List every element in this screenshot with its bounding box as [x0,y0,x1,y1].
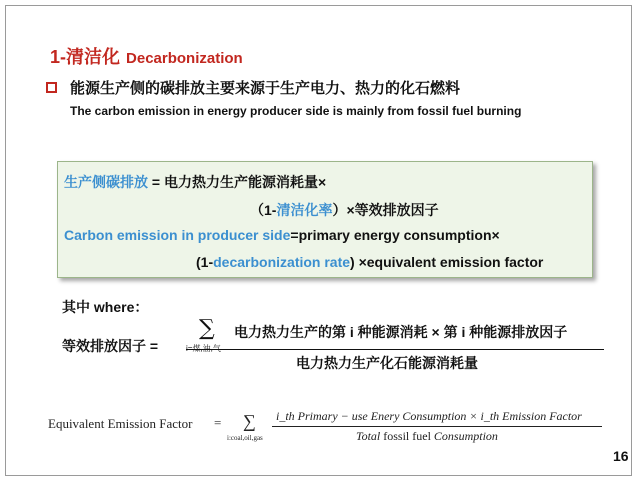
decarbonization-rate-cn: 清洁化率 [276,202,333,218]
bullet-text-en: The carbon emission in energy producer side is mainly from fossil fuel burning [70,104,522,118]
formula-line-3 [64,227,500,243]
producer-emission-term-en: Carbon emission in producer side [64,227,291,243]
en-formula-numerator: i_th Primary − use Enery Consumption × i_th Emission Factor [276,409,582,423]
page-number: 16 [613,448,629,464]
en-sigma-icon: ∑ [243,411,256,431]
decarbonization-rate-en: decarbonization rate [213,254,351,270]
slide-title-en: Decarbonization [126,50,243,67]
where-label: 其中 where： [62,299,149,315]
en-sigma-subscript: i:coal,oil,gas [227,434,263,442]
formula-line-3-rest: =primary energy consumption× [290,227,500,243]
en-denominator-fossil: fossil fuel [380,429,434,443]
cn-formula-numerator: 电力热力生产的第 i 种能源消耗 × 第 i 种能源排放因子 [234,324,568,340]
en-formula-label: Equivalent Emission Factor [48,416,193,431]
cn-formula-denominator: 电力热力生产化石能源消耗量 [296,355,478,371]
cn-fraction-line [186,349,604,350]
en-denominator-total: Total [356,429,381,443]
formula-line-4 [196,254,543,270]
bullet-text-cn: 能源生产侧的碳排放主要来源于生产电力、热力的化石燃料 [70,80,461,97]
formula-line-2 [250,200,439,220]
en-denominator-consumption: Consumption [433,429,498,443]
sigma-icon: ∑ [199,316,215,341]
formula-line-2-post: ）×等效排放因子 [332,202,439,218]
slide [5,5,632,476]
formula-line-2-pre: （1- [250,202,277,218]
formula-line-4-post: ) ×equivalent emission factor [350,254,544,270]
cn-formula-label: 等效排放因子 = [62,338,159,354]
formula-line-1 [64,172,326,192]
formula-box [57,161,593,278]
formula-line-1-rest: = 电力热力生产能源消耗量× [148,174,327,190]
en-formula-equals: = [214,415,222,430]
formula-line-4-pre: (1- [196,254,214,270]
en-formula-denominator [356,429,498,444]
slide-title-cn: 1-清洁化 [50,47,121,67]
producer-emission-term-cn: 生产侧碳排放 [64,174,148,190]
slide-title [50,43,243,69]
square-bullet-icon [46,82,57,93]
en-fraction-line [272,426,602,427]
